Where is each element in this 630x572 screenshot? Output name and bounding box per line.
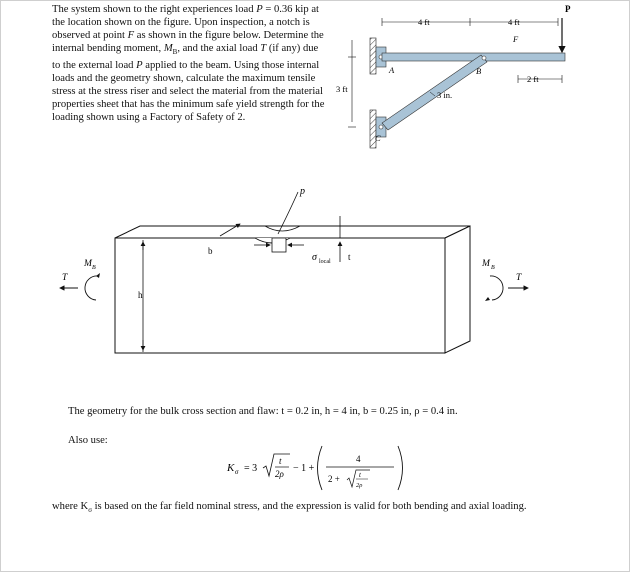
label-c: C: [375, 133, 381, 143]
formula-k: K: [227, 462, 235, 474]
formula-eq: = 3: [244, 463, 258, 474]
label-sigma-sub: local: [319, 259, 331, 265]
label-mb-right: M: [482, 259, 490, 269]
formula-big-den: 2 +: [328, 474, 340, 484]
beam-top-face: [115, 226, 470, 238]
symbol-mb-sub: B: [172, 48, 178, 57]
problem-text-3: as shown in the figure below. Determine the internal bending moment,: [52, 30, 324, 55]
dim-top-right: 4 ft: [508, 17, 520, 27]
where-text: [52, 500, 592, 517]
problem-text-4: , and the axial load: [177, 43, 261, 55]
formula-frac-den: 2ρ: [275, 469, 284, 479]
label-mb-right-sub: B: [491, 265, 495, 271]
label-t-left: T: [62, 273, 68, 283]
dim-left: 3 ft: [336, 84, 348, 94]
problem-statement: [52, 3, 328, 125]
label-mb-left-sub: B: [92, 265, 96, 271]
symbol-p: P: [256, 4, 263, 15]
formula-frac-num: t: [279, 456, 282, 466]
label-f: F: [513, 34, 519, 44]
formula: [225, 440, 445, 496]
where-text-a: where K: [52, 501, 89, 512]
formula-small-num: t: [359, 471, 361, 479]
dim-diagonal: 3 in.: [437, 90, 453, 100]
label-b: B: [476, 66, 482, 76]
where-text-b: is based on the far field nominal stress, and the expression is valid for both bending and axial loading.: [91, 501, 527, 512]
symbol-f: F: [127, 30, 135, 42]
problem-text-2: = 0.36 kip at the location shown on the figure. Upon inspection, a notch is observed at point: [52, 4, 319, 42]
beam-side-face: [445, 226, 470, 353]
beam-figure: [50, 180, 570, 370]
problem-text-5: (if any) due to the external load: [52, 43, 319, 72]
also-use-text: Also use:: [68, 435, 108, 446]
moment-right-arrow: [490, 276, 503, 300]
label-h: h: [138, 290, 143, 300]
label-a: A: [389, 65, 395, 75]
local-element: [272, 238, 286, 252]
moment-left-arrow: [85, 276, 98, 300]
formula-minus-one: − 1 +: [293, 463, 315, 474]
geometry-text: The geometry for the bulk cross section and flaw: t = 0.2 in, h = 4 in, b = 0.25 in, ρ = 0.4 in.: [68, 406, 458, 417]
label-t-right: T: [516, 273, 522, 283]
label-p: P: [565, 4, 571, 14]
problem-text-6: applied to the beam. Using those internal loads and the geometry shown, calculate the maximum tensile stress at the stress riser and select the material from the material properties sheet that has the minimum safe yield strength for the loading shown using a Factory of Safety of 2.: [52, 60, 325, 124]
formula-small-den: 2ρ: [356, 482, 363, 489]
label-b: b: [208, 246, 213, 256]
symbol-t: T: [260, 43, 267, 55]
pin-b: [482, 56, 486, 60]
diagonal-strut: [382, 55, 487, 130]
truss-figure: [330, 0, 630, 175]
label-t: t: [348, 252, 351, 262]
wall-support-a: [370, 38, 376, 74]
label-mb-left: M: [84, 259, 92, 269]
symbol-p-2: P: [136, 60, 143, 72]
dim-top-left: 4 ft: [418, 17, 430, 27]
symbol-mb: M: [163, 43, 173, 55]
dim-right: 2 ft: [527, 74, 539, 84]
label-sigma: σ: [312, 252, 317, 263]
beam-front-face: [115, 238, 445, 353]
problem-text-1: The system shown to the right experiences load: [52, 4, 257, 15]
formula-big-num: 4: [356, 454, 361, 464]
formula-k-sub: σ: [235, 468, 239, 476]
label-rho: p: [300, 186, 305, 197]
where-text-sub: σ: [88, 506, 92, 515]
